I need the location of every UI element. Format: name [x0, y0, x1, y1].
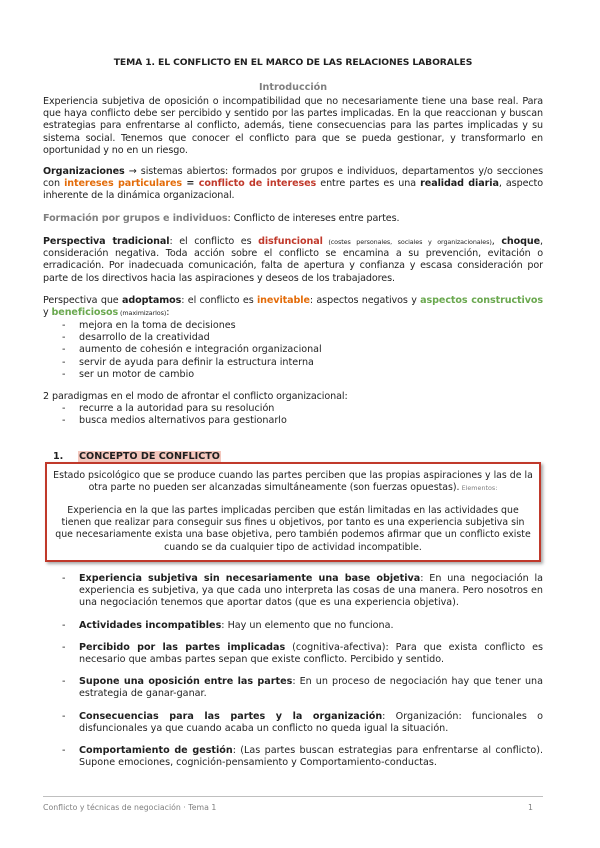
list-item: - Comportamiento de gestión: (Las partes buscan estrategias para enfrentarse al conflicto). Supone emociones, cognición-pensamiento y Comportamiento-conductas. [43, 745, 543, 769]
paradigms-list [43, 403, 543, 427]
list-item: - servir de ayuda para definir la estructura interna [43, 357, 543, 369]
definition-box [45, 462, 541, 562]
intro-paragraph: Experiencia subjetiva de oposición o incompatibilidad que no necesariamente tiene una base real. Para que haya conflicto debe ser percibido y sentido por las partes implicadas. En la que reaccionan y buscan estrategias para enfrentarse al conflicto, además, tiene consecuencias para las partes implicadas y su sistema social. Tenemos que conocer el conflicto para que se pueda gestionar, y transformarlo en oportunidad y no en un riesgo. [43, 96, 543, 156]
list-item: - aumento de cohesión e integración organizacional [43, 344, 543, 356]
formation-paragraph: Formación por grupos e individuos: Conflicto de intereses entre partes. [43, 213, 400, 224]
organizations-paragraph: Organizaciones → sistemas abiertos: formados por grupos e individuos, departamentos y/o secciones con intereses particulares = conflicto de intereses entre partes es una realidad diaria, aspecto inherente de la dinámica organizacional. [43, 166, 543, 202]
footer-divider [43, 796, 543, 797]
traditional-perspective-paragraph: Perspectiva tradicional: el conflicto es disfuncional (costes personales, sociales y organizacionales), choque, consideración negativa. Toda acción sobre el conflicto se encamina a su prevención, evitación o erradicación. Por inadecuada comunicación, falta de apertura y confianza y escasa consideración por parte de los directivos hacia las aspiraciones y deseos de los trabajadores. [43, 236, 543, 284]
document-title: TEMA 1. EL CONFLICTO EN EL MARCO DE LAS RELACIONES LABORALES [113, 57, 473, 68]
introduction-heading: Introducción [258, 82, 328, 93]
benefits-list [43, 320, 543, 381]
conflict-elements-list [43, 573, 543, 779]
section-title: CONCEPTO DE CONFLICTO [79, 451, 220, 462]
footer-course-title: Conflicto y técnicas de negociación · Tema 1 [43, 803, 217, 812]
list-item: - Experiencia subjetiva sin necesariamente una base objetiva: En una negociación la experiencia es subjetiva, ya que cada uno interpreta las cosas de una manera. Pero nosotros en una negociación tenemos que aportar datos (que es una experiencia objetiva). [43, 573, 543, 610]
list-item: - mejora en la toma de decisiones [43, 320, 543, 332]
adopted-perspective-paragraph: Perspectiva que adoptamos: el conflicto es inevitable: aspectos negativos y aspectos constructivos y beneficiosos (maximizarlos): [43, 295, 543, 319]
list-item: - Actividades incompatibles: Hay un elemento que no funciona. [43, 620, 543, 632]
footer-page-number: 1 [528, 803, 533, 812]
definition-paragraph-2: Experiencia en la que las partes implicadas perciben que están limitadas en las actividades que tienen que realizar para conseguir sus fines u objetivos, por tanto es una experiencia subjetiva sin que necesariamente exista una base objetiva, pero también podemos afirmar que un conflicto existe cuando se da cualquier tipo de actividad incompatible. [55, 505, 531, 553]
paradigms-intro: 2 paradigmas en el modo de afrontar el conflicto organizacional: [43, 391, 348, 402]
list-item: - Percibido por las partes implicadas (cognitiva-afectiva): Para que exista conflicto es necesario que ambas partes sepan que existe conflicto. Percibido y sentido. [43, 642, 543, 666]
list-item: - Consecuencias para las partes y la organización: Organización: funcionales o disfuncionales ya que cuando acaba un conflicto no queda igual la situación. [43, 711, 543, 735]
definition-paragraph-1: Estado psicológico que se produce cuando las partes perciben que las propias aspiraciones y las de la otra parte no pueden ser alcanzadas simultáneamente (son fuerzas opuestas). Elementos: [53, 470, 533, 494]
list-item: - desarrollo de la creatividad [43, 332, 543, 344]
section-number: 1. [53, 451, 64, 462]
list-item: - recurre a la autoridad para su resolución [43, 403, 543, 415]
list-item: - busca medios alternativos para gestionarlo [43, 415, 543, 427]
list-item: - Supone una oposición entre las partes: En un proceso de negociación hay que tener una estrategia de ganar-ganar. [43, 676, 543, 700]
list-item: - ser un motor de cambio [43, 369, 543, 381]
